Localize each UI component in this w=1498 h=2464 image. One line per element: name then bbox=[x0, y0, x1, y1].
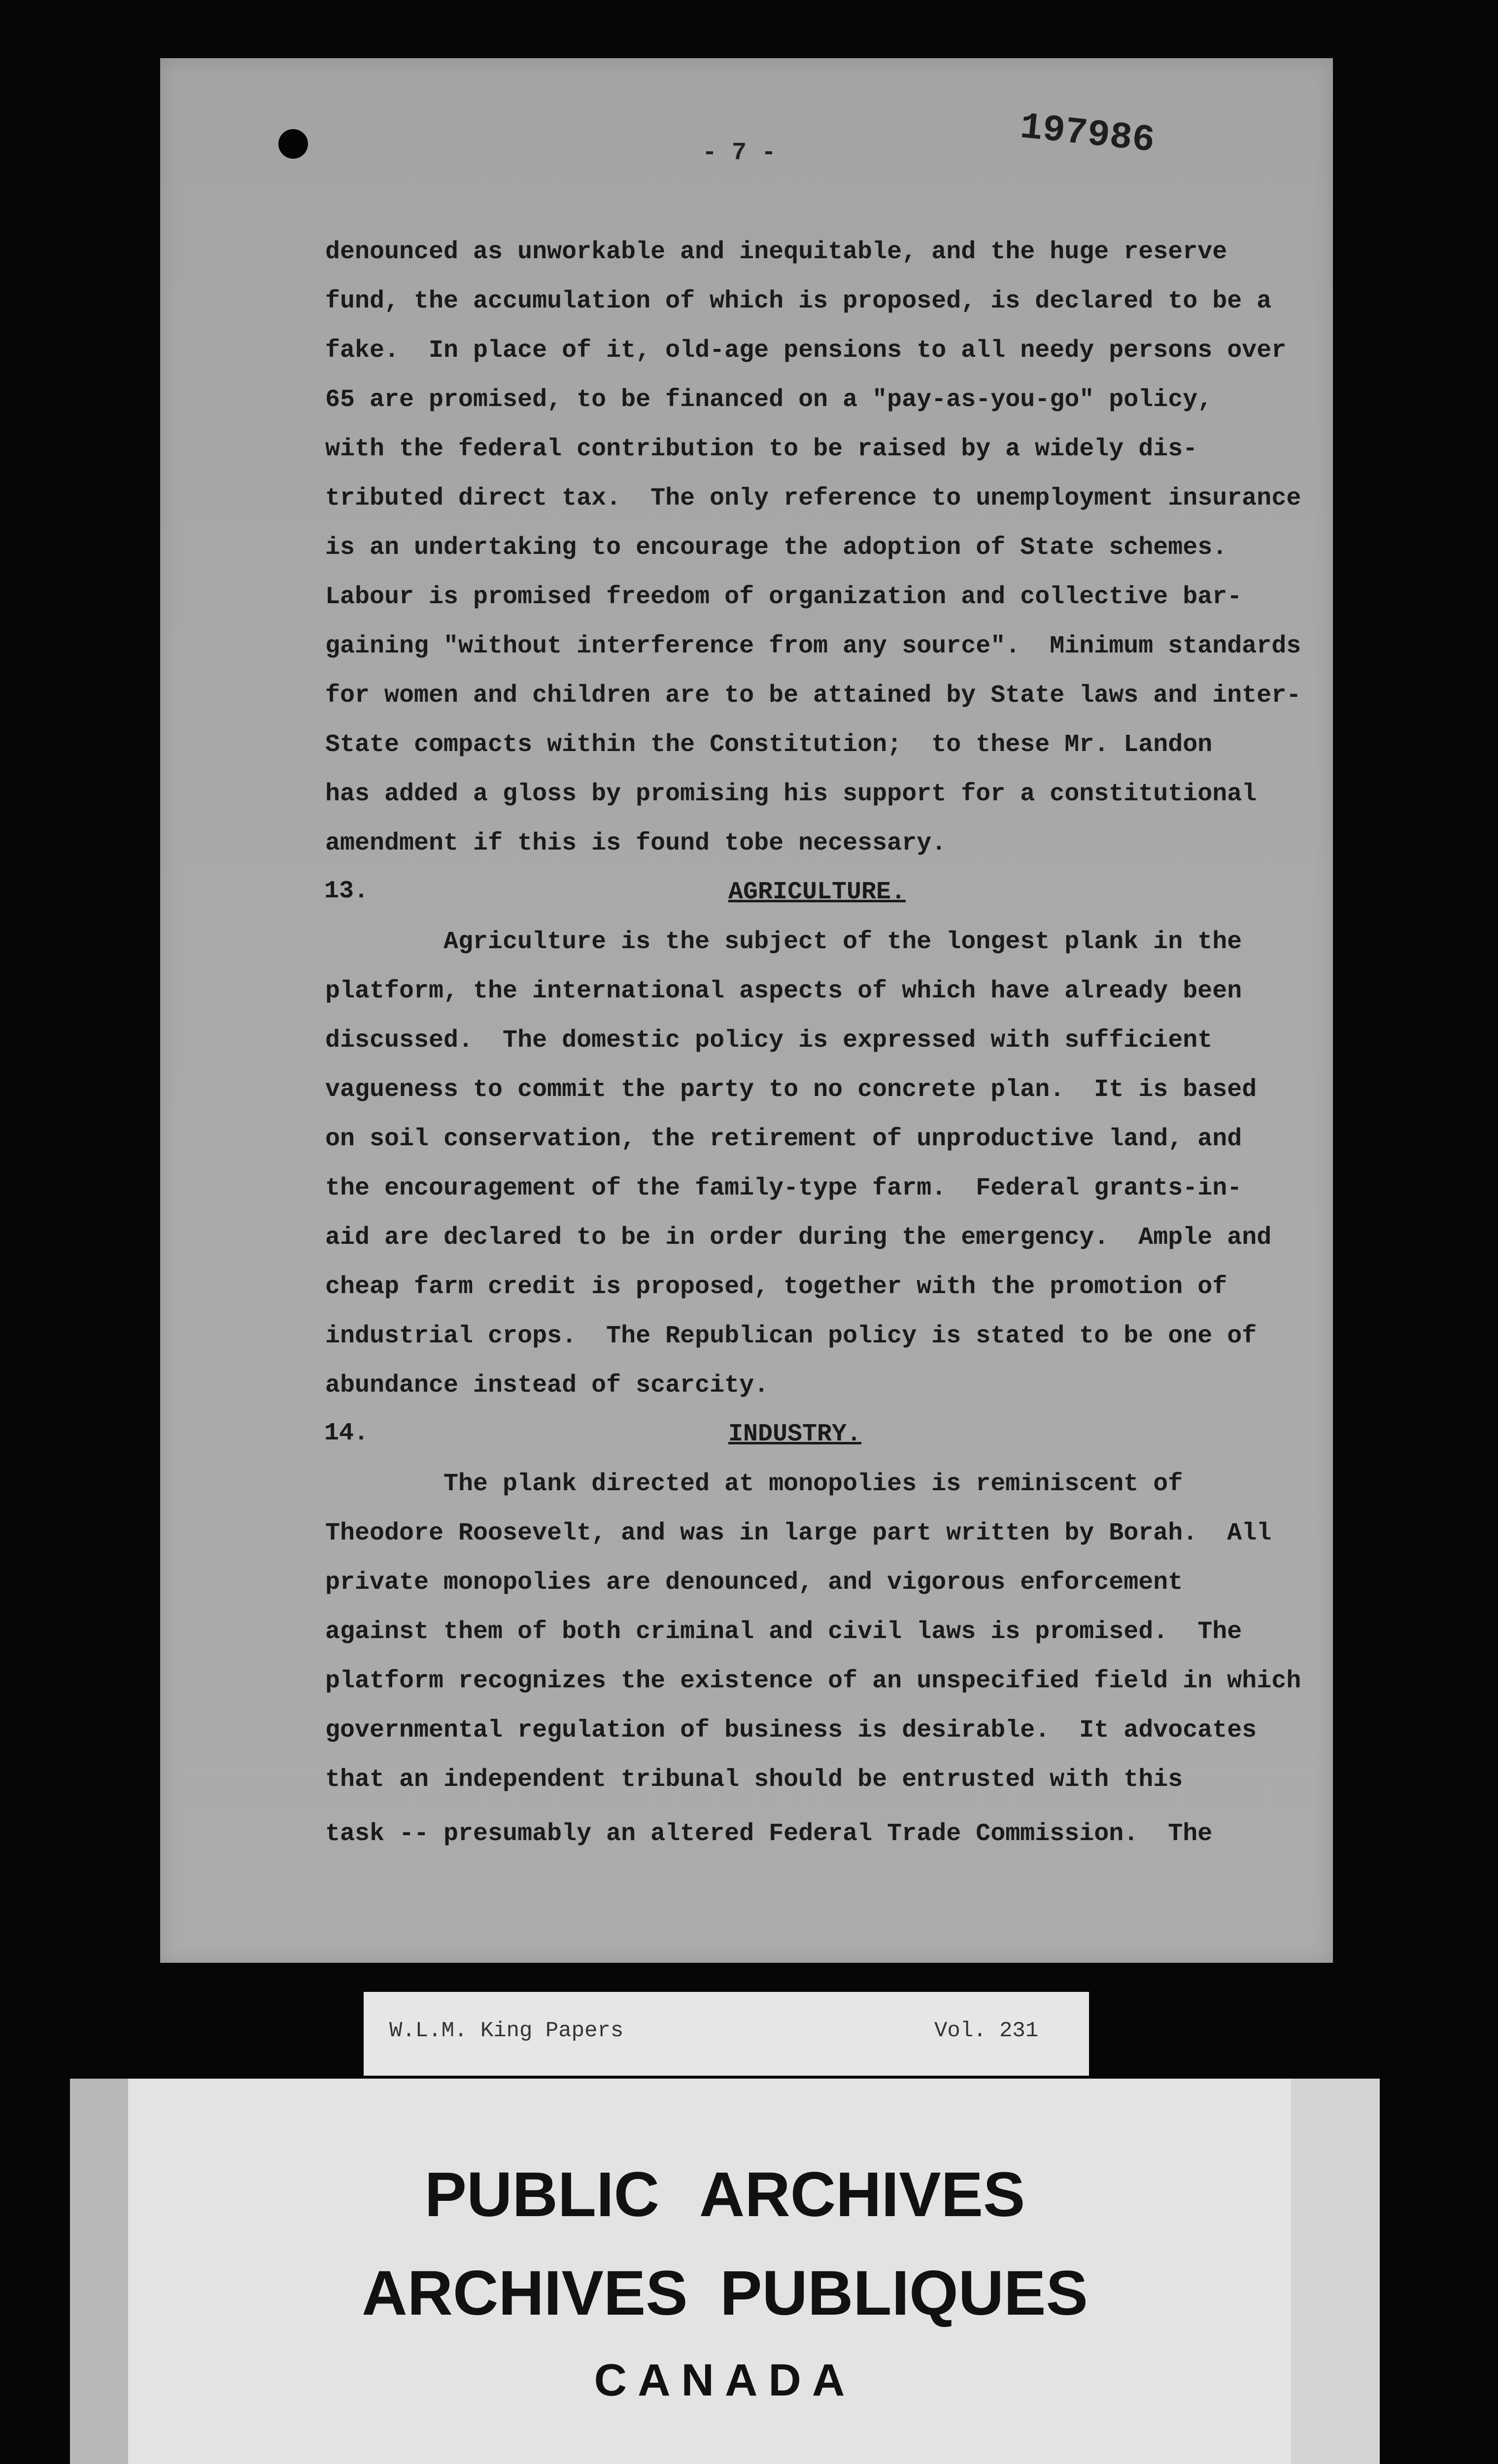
paragraph-line: State compacts within the Constitution; to these Mr. Landon bbox=[325, 731, 1213, 759]
section-line: governmental regulation of business is desirable. It advocates bbox=[325, 1716, 1257, 1745]
section-line: Theodore Roosevelt, and was in large part written by Borah. All bbox=[325, 1519, 1272, 1547]
archive-title-english: PUBLIC ARCHIVES bbox=[424, 2159, 1025, 2230]
section-line: aid are declared to be in order during the emergency. Ample and bbox=[325, 1224, 1272, 1252]
collection-name: W.L.M. King Papers bbox=[389, 2019, 624, 2043]
section-number: 13. bbox=[324, 877, 369, 905]
paragraph-line: has added a gloss by promising his support for a constitutional bbox=[325, 780, 1257, 808]
section-line: The plank directed at monopolies is reminiscent of bbox=[325, 1470, 1183, 1498]
section-line: platform, the international aspects of which have already been bbox=[325, 977, 1242, 1005]
archive-country: CANADA bbox=[594, 2355, 856, 2405]
section-line: private monopolies are denounced, and vigorous enforcement bbox=[325, 1569, 1183, 1597]
section-line: task -- presumably an altered Federal Trade Commission. The bbox=[325, 1820, 1213, 1848]
section-heading: AGRICULTURE. bbox=[728, 878, 906, 906]
section-line: vagueness to commit the party to no concrete plan. It is based bbox=[325, 1076, 1257, 1104]
paragraph-line: is an undertaking to encourage the adoption of State schemes. bbox=[325, 534, 1227, 562]
archive-card bbox=[70, 2079, 1380, 2464]
paragraph-line: gaining "without interference from any source". Minimum standards bbox=[325, 632, 1301, 660]
punch-hole bbox=[278, 129, 308, 159]
section-line: against them of both criminal and civil laws is promised. The bbox=[325, 1618, 1242, 1646]
paragraph-line: fund, the accumulation of which is proposed, is declared to be a bbox=[325, 287, 1272, 315]
section-line: the encouragement of the family-type farm. Federal grants-in- bbox=[325, 1174, 1242, 1202]
section-line: Agriculture is the subject of the longest plank in the bbox=[325, 928, 1242, 956]
volume-number: Vol. 231 bbox=[934, 2019, 1039, 2043]
paragraph-line: fake. In place of it, old-age pensions to all needy persons over bbox=[325, 337, 1287, 365]
section-line: discussed. The domestic policy is expressed with sufficient bbox=[325, 1027, 1213, 1055]
section-line: cheap farm credit is proposed, together with the promotion of bbox=[325, 1273, 1227, 1301]
paragraph-line: with the federal contribution to be raised by a widely dis- bbox=[325, 435, 1198, 463]
section-line: abundance instead of scarcity. bbox=[325, 1371, 769, 1400]
section-heading: INDUSTRY. bbox=[728, 1420, 862, 1448]
stamp-number: 197986 bbox=[1018, 106, 1157, 163]
paragraph-line: for women and children are to be attained by State laws and inter- bbox=[325, 682, 1301, 710]
paragraph-line: denounced as unworkable and inequitable, and the huge reserve bbox=[325, 238, 1227, 266]
section-line: on soil conservation, the retirement of unproductive land, and bbox=[325, 1125, 1242, 1153]
paragraph-line: 65 are promised, to be financed on a "pay-as-you-go" policy, bbox=[325, 386, 1213, 414]
section-line: that an independent tribunal should be entrusted with this bbox=[325, 1766, 1183, 1794]
archive-title-french: ARCHIVES PUBLIQUES bbox=[362, 2258, 1088, 2328]
reference-label bbox=[364, 1992, 1089, 2076]
section-line: platform recognizes the existence of an unspecified field in which bbox=[325, 1667, 1301, 1695]
section-number: 14. bbox=[324, 1419, 369, 1447]
paragraph-line: amendment if this is found tobe necessary. bbox=[325, 829, 947, 857]
section-line: industrial crops. The Republican policy is stated to be one of bbox=[325, 1322, 1257, 1350]
paragraph-line: Labour is promised freedom of organization and collective bar- bbox=[325, 583, 1242, 611]
page-number: - 7 - bbox=[702, 139, 777, 167]
paragraph-line: tributed direct tax. The only reference to unemployment insurance bbox=[325, 484, 1301, 513]
